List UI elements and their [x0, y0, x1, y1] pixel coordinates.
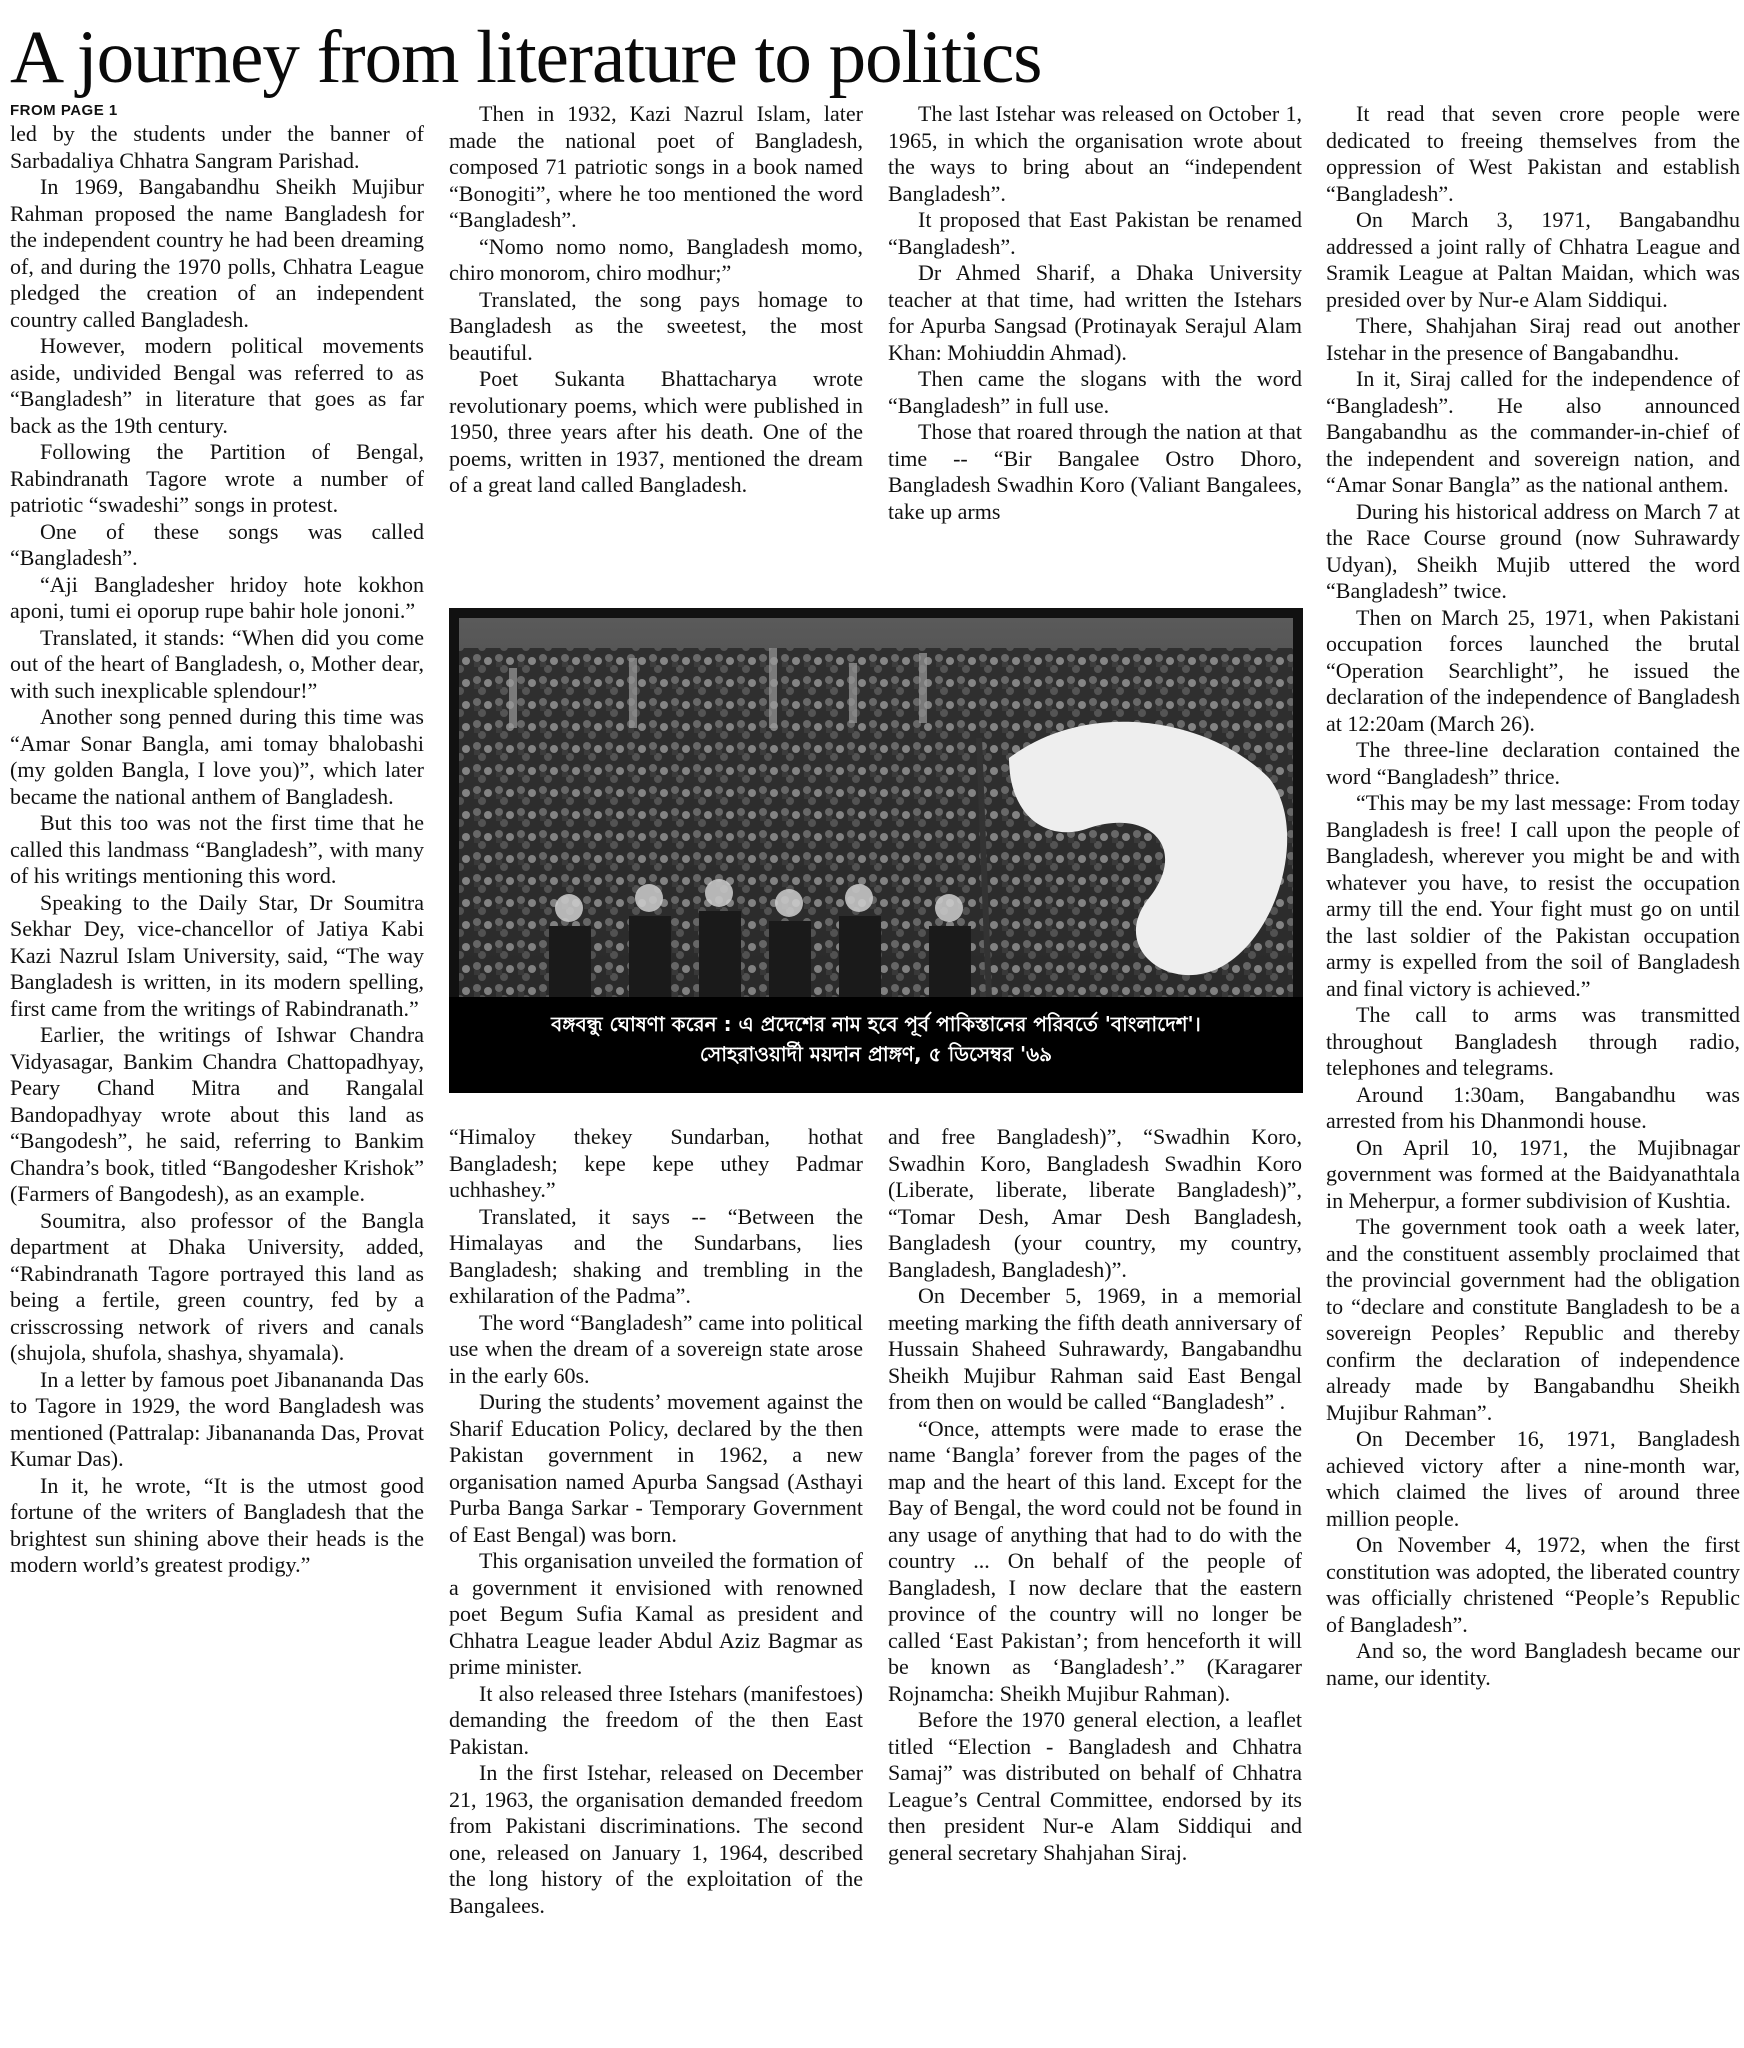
article-paragraph: “Nomo nomo nomo, Bangladesh momo, chiro monorom, chiro modhur;”: [449, 233, 863, 285]
article-paragraph: Another song penned during this time was “Amar Sonar Bangla, ami tomay bhalobashi (my golden Bangla, I love you)”, which later became the national anthem of Bangladesh.: [10, 704, 424, 809]
article-paragraph: It read that seven crore people were dedicated to freeing themselves from the oppression of West Pakistan and establish “Bangladesh”.: [1326, 101, 1740, 206]
article-paragraph: Those that roared through the nation at that time -- “Bir Bangalee Ostro Dhoro, Bangladesh Swadhin Koro (Valiant Bangalees, take up arms: [888, 419, 1302, 524]
caption-line-1: বঙ্গবন্ধু ঘোষণা করেন : এ প্রদেশের নাম হবে পূর্ব পাকিস্তানের পরিবর্তে 'বাংলাদেশ'।: [551, 1012, 1201, 1036]
article-paragraph: In it, he wrote, “It is the utmost good fortune of the writers of Bangladesh that the brightest sun shining above their heads is the modern world’s greatest prodigy.”: [10, 1472, 424, 1577]
article-paragraph: Poet Sukanta Bhattacharya wrote revolutionary poems, which were published in 1950, three years after his death. One of the poems, written in 1937, mentioned the dream of a great land called Bangladesh.: [449, 366, 863, 497]
article-column-3: [888, 101, 1302, 591]
article-paragraph: It proposed that East Pakistan be renamed “Bangladesh”.: [888, 207, 1302, 259]
article-paragraph: Then came the slogans with the word “Bangladesh” in full use.: [888, 366, 1302, 418]
article-paragraph: This organisation unveiled the formation of a government it envisioned with renowned poet Begum Sufia Kamal as president and Chhatra League leader Abdul Aziz Bagmar as prime minister.: [449, 1548, 863, 1679]
rally-photo: [449, 608, 1303, 1093]
photo-caption: [449, 997, 1303, 1093]
article-paragraph: During the students’ movement against the Sharif Education Policy, declared by the then Pakistan government in 1962, a new organisation named Apurba Sangsad (Asthayi Purba Banga Sarkar - Temporary Government of East Bengal) was born.: [449, 1389, 863, 1547]
article-paragraph: In it, Siraj called for the independence of “Bangladesh”. He also announced Bangabandhu as the commander-in-chief of the independent and sovereign nation, and “Amar Sonar Bangla” as the national anthem.: [1326, 366, 1740, 497]
article-paragraph: “Once, attempts were made to erase the name ‘Bangla’ forever from the pages of the map and the heart of this land. Except for the Bay of Bengal, the word could not be found in any usage of anything that had to do with the country ... On behalf of the people of Bangladesh, I now declare that the eastern province of the country will no longer be called ‘East Pakistan’; from henceforth it will be known as ‘Bangladesh’.” (Karagarer Rojnamcha: Sheikh Mujibur Rahman).: [888, 1415, 1302, 1706]
article-paragraph: In the first Istehar, released on December 21, 1963, the organisation demanded freedom from Pakistani discriminations. The second one, released on January 1, 1964, described the long history of the exploitation of the Bangalees.: [449, 1760, 863, 1918]
article-paragraph: And so, the word Bangladesh became our name, our identity.: [1326, 1638, 1740, 1690]
article-paragraph: But this too was not the first time that he called this landmass “Bangladesh”, with many of his writings mentioning this word.: [10, 810, 424, 888]
article-column-2: [449, 101, 863, 591]
article-paragraph: In 1969, Bangabandhu Sheikh Mujibur Rahman proposed the name Bangladesh for the independent country he had been dreaming of, and during the 1970 polls, Chhatra League pledged the creation of an independent country called Bangladesh.: [10, 174, 424, 332]
article-paragraph: On December 5, 1969, in a memorial meeting marking the fifth death anniversary of Hussain Shaheed Suhrawardy, Bangabandhu Sheikh Mujibur Rahman said East Bengal from then on would be called “Bangladesh” .: [888, 1283, 1302, 1414]
article-paragraph: Dr Ahmed Sharif, a Dhaka University teacher at that time, had written the Istehars for Apurba Sangsad (Protinayak Serajul Alam Khan: Mohiuddin Ahmad).: [888, 260, 1302, 365]
article-paragraph: On March 3, 1971, Bangabandhu addressed a joint rally of Chhatra League and Sramik League at Paltan Maidan, which was presided over by Nur-e Alam Siddiqui.: [1326, 207, 1740, 312]
article-paragraph: The last Istehar was released on October 1, 1965, in which the organisation wrote about the ways to bring about an “independent Bangladesh”.: [888, 101, 1302, 206]
article-paragraph: and free Bangladesh)”, “Swadhin Koro, Swadhin Koro, Bangladesh Swadhin Koro (Liberate, liberate, liberate Bangladesh)”, “Tomar Desh, Amar Desh Bangladesh, Bangladesh (your country, my country, Bangladesh, Bangladesh)”.: [888, 1124, 1302, 1282]
article-paragraph: “Aji Bangladesher hridoy hote kokhon aponi, tumi ei oporup rupe bahir hole jononi.”: [10, 571, 424, 623]
article-paragraph: Earlier, the writings of Ishwar Chandra Vidyasagar, Bankim Chandra Chattopadhyay, Peary Chand Mitra and Rangalal Bandopadhyay wrote about this land as “Bangodesh”, he said, referring to Bankim Chandra’s book, titled “Bangodesher Krishok” (Farmers of Bangodesh), as an example.: [10, 1022, 424, 1206]
article-paragraph: Before the 1970 general election, a leaflet titled “Election - Bangladesh and Chhatra Samaj” was distributed on behalf of Chhatra League’s Central Committee, endorsed by its then president Nur-e Alam Siddiqui and general secretary Shahjahan Siraj.: [888, 1707, 1302, 1865]
article-column-3-continued: [888, 1124, 1302, 2036]
caption-line-2: সোহরাওয়ার্দী ময়দান প্রাঙ্গণ, ৫ ডিসেম্বর '৬৯: [699, 1042, 1053, 1066]
article-paragraph: In a letter by famous poet Jibanananda Das to Tagore in 1929, the word Bangladesh was mentioned (Pattralap: Jibanananda Das, Provat Kumar Das).: [10, 1366, 424, 1471]
article-paragraph: On December 16, 1971, Bangladesh achieved victory after a nine-month war, which claimed the lives of around three million people.: [1326, 1426, 1740, 1531]
article-paragraph: The word “Bangladesh” came into political use when the dream of a sovereign state arose in the early 60s.: [449, 1309, 863, 1388]
headline: A journey from literature to politics: [10, 16, 1042, 99]
article-paragraph: led by the students under the banner of Sarbadaliya Chhatra Sangram Parishad.: [10, 121, 424, 173]
article-paragraph: On November 4, 1972, when the first constitution was adopted, the liberated country was officially christened “People’s Republic of Bangladesh”.: [1326, 1532, 1740, 1637]
article-column-2-continued: [449, 1124, 863, 2036]
article-paragraph: The government took oath a week later, and the constituent assembly proclaimed that the provincial government had the obligation to “declare and constitute Bangladesh to be a sovereign Peoples’ Republic and thereby confirm the declaration of independence already made by Bangabandhu Sheikh Mujibur Rahman”.: [1326, 1214, 1740, 1425]
article-paragraph: One of these songs was called “Bangladesh”.: [10, 518, 424, 570]
article-paragraph: Speaking to the Daily Star, Dr Soumitra Sekhar Dey, vice-chancellor of Jatiya Kabi Kazi Nazrul Islam University, said, “The way Bangladesh is written, in its modern spelling, first came from the writings of Rabindranath.”: [10, 889, 424, 1021]
article-paragraph: The call to arms was transmitted throughout Bangladesh through radio, telephones and telegrams.: [1326, 1002, 1740, 1080]
article-column-4: [1326, 101, 1740, 2031]
article-paragraph: There, Shahjahan Siraj read out another Istehar in the presence of Bangabandhu.: [1326, 313, 1740, 365]
article-paragraph: Translated, it stands: “When did you come out of the heart of Bangladesh, o, Mother dear, with such inexplicable splendour!”: [10, 624, 424, 703]
article-paragraph: Soumitra, also professor of the Bangla department at Dhaka University, added, “Rabindranath Tagore portrayed this land as being a fertile, green country, fed by a crisscrossing network of rivers and canals (shujola, shufola, shashya, shyamala).: [10, 1207, 424, 1365]
article-paragraph: Around 1:30am, Bangabandhu was arrested from his Dhanmondi house.: [1326, 1081, 1740, 1133]
article-paragraph: The three-line declaration contained the word “Bangladesh” thrice.: [1326, 737, 1740, 789]
continued-from-kicker: FROM PAGE 1: [10, 102, 118, 119]
article-paragraph: Translated, the song pays homage to Bangladesh as the sweetest, the most beautiful.: [449, 286, 863, 365]
article-paragraph: On April 10, 1971, the Mujibnagar government was formed at the Baidyanathtala in Meherpur, a former subdivision of Kushtia.: [1326, 1134, 1740, 1213]
article-paragraph: It also released three Istehars (manifestoes) demanding the freedom of the then East Pakistan.: [449, 1680, 863, 1759]
article-column-1: [10, 101, 424, 2031]
article-paragraph: Translated, it says -- “Between the Himalayas and the Sundarbans, lies Bangladesh; shaking and trembling in the exhilaration of the Padma”.: [449, 1203, 863, 1308]
article-paragraph: However, modern political movements aside, undivided Bengal was referred to as “Bangladesh” in literature that goes as far back as the 19th century.: [10, 333, 424, 438]
article-paragraph: Following the Partition of Bengal, Rabindranath Tagore wrote a number of patriotic “swadeshi” songs in protest.: [10, 439, 424, 517]
article-paragraph: “Himaloy thekey Sundarban, hothat Bangladesh; kepe kepe uthey Padmar uchhashey.”: [449, 1124, 863, 1202]
article-paragraph: “This may be my last message: From today Bangladesh is free! I call upon the people of Bangladesh, wherever you might be and with whatever you have, to resist the occupation army till the end. Your fight must go on until the last soldier of the Pakistan occupation army is expelled from the soil of Bangladesh and final victory is achieved.”: [1326, 790, 1740, 1001]
article-paragraph: During his historical address on March 7 at the Race Course ground (now Suhrawardy Udyan), Sheikh Mujib uttered the word “Bangladesh” twice.: [1326, 498, 1740, 603]
article-paragraph: Then in 1932, Kazi Nazrul Islam, later made the national poet of Bangladesh, composed 71 patriotic songs in a book named “Bonogiti”, where he too mentioned the word “Bangladesh”.: [449, 101, 863, 232]
article-paragraph: Then on March 25, 1971, when Pakistani occupation forces launched the brutal “Operation Searchlight”, he issued the declaration of the independence of Bangladesh at 12:20am (March 26).: [1326, 604, 1740, 736]
